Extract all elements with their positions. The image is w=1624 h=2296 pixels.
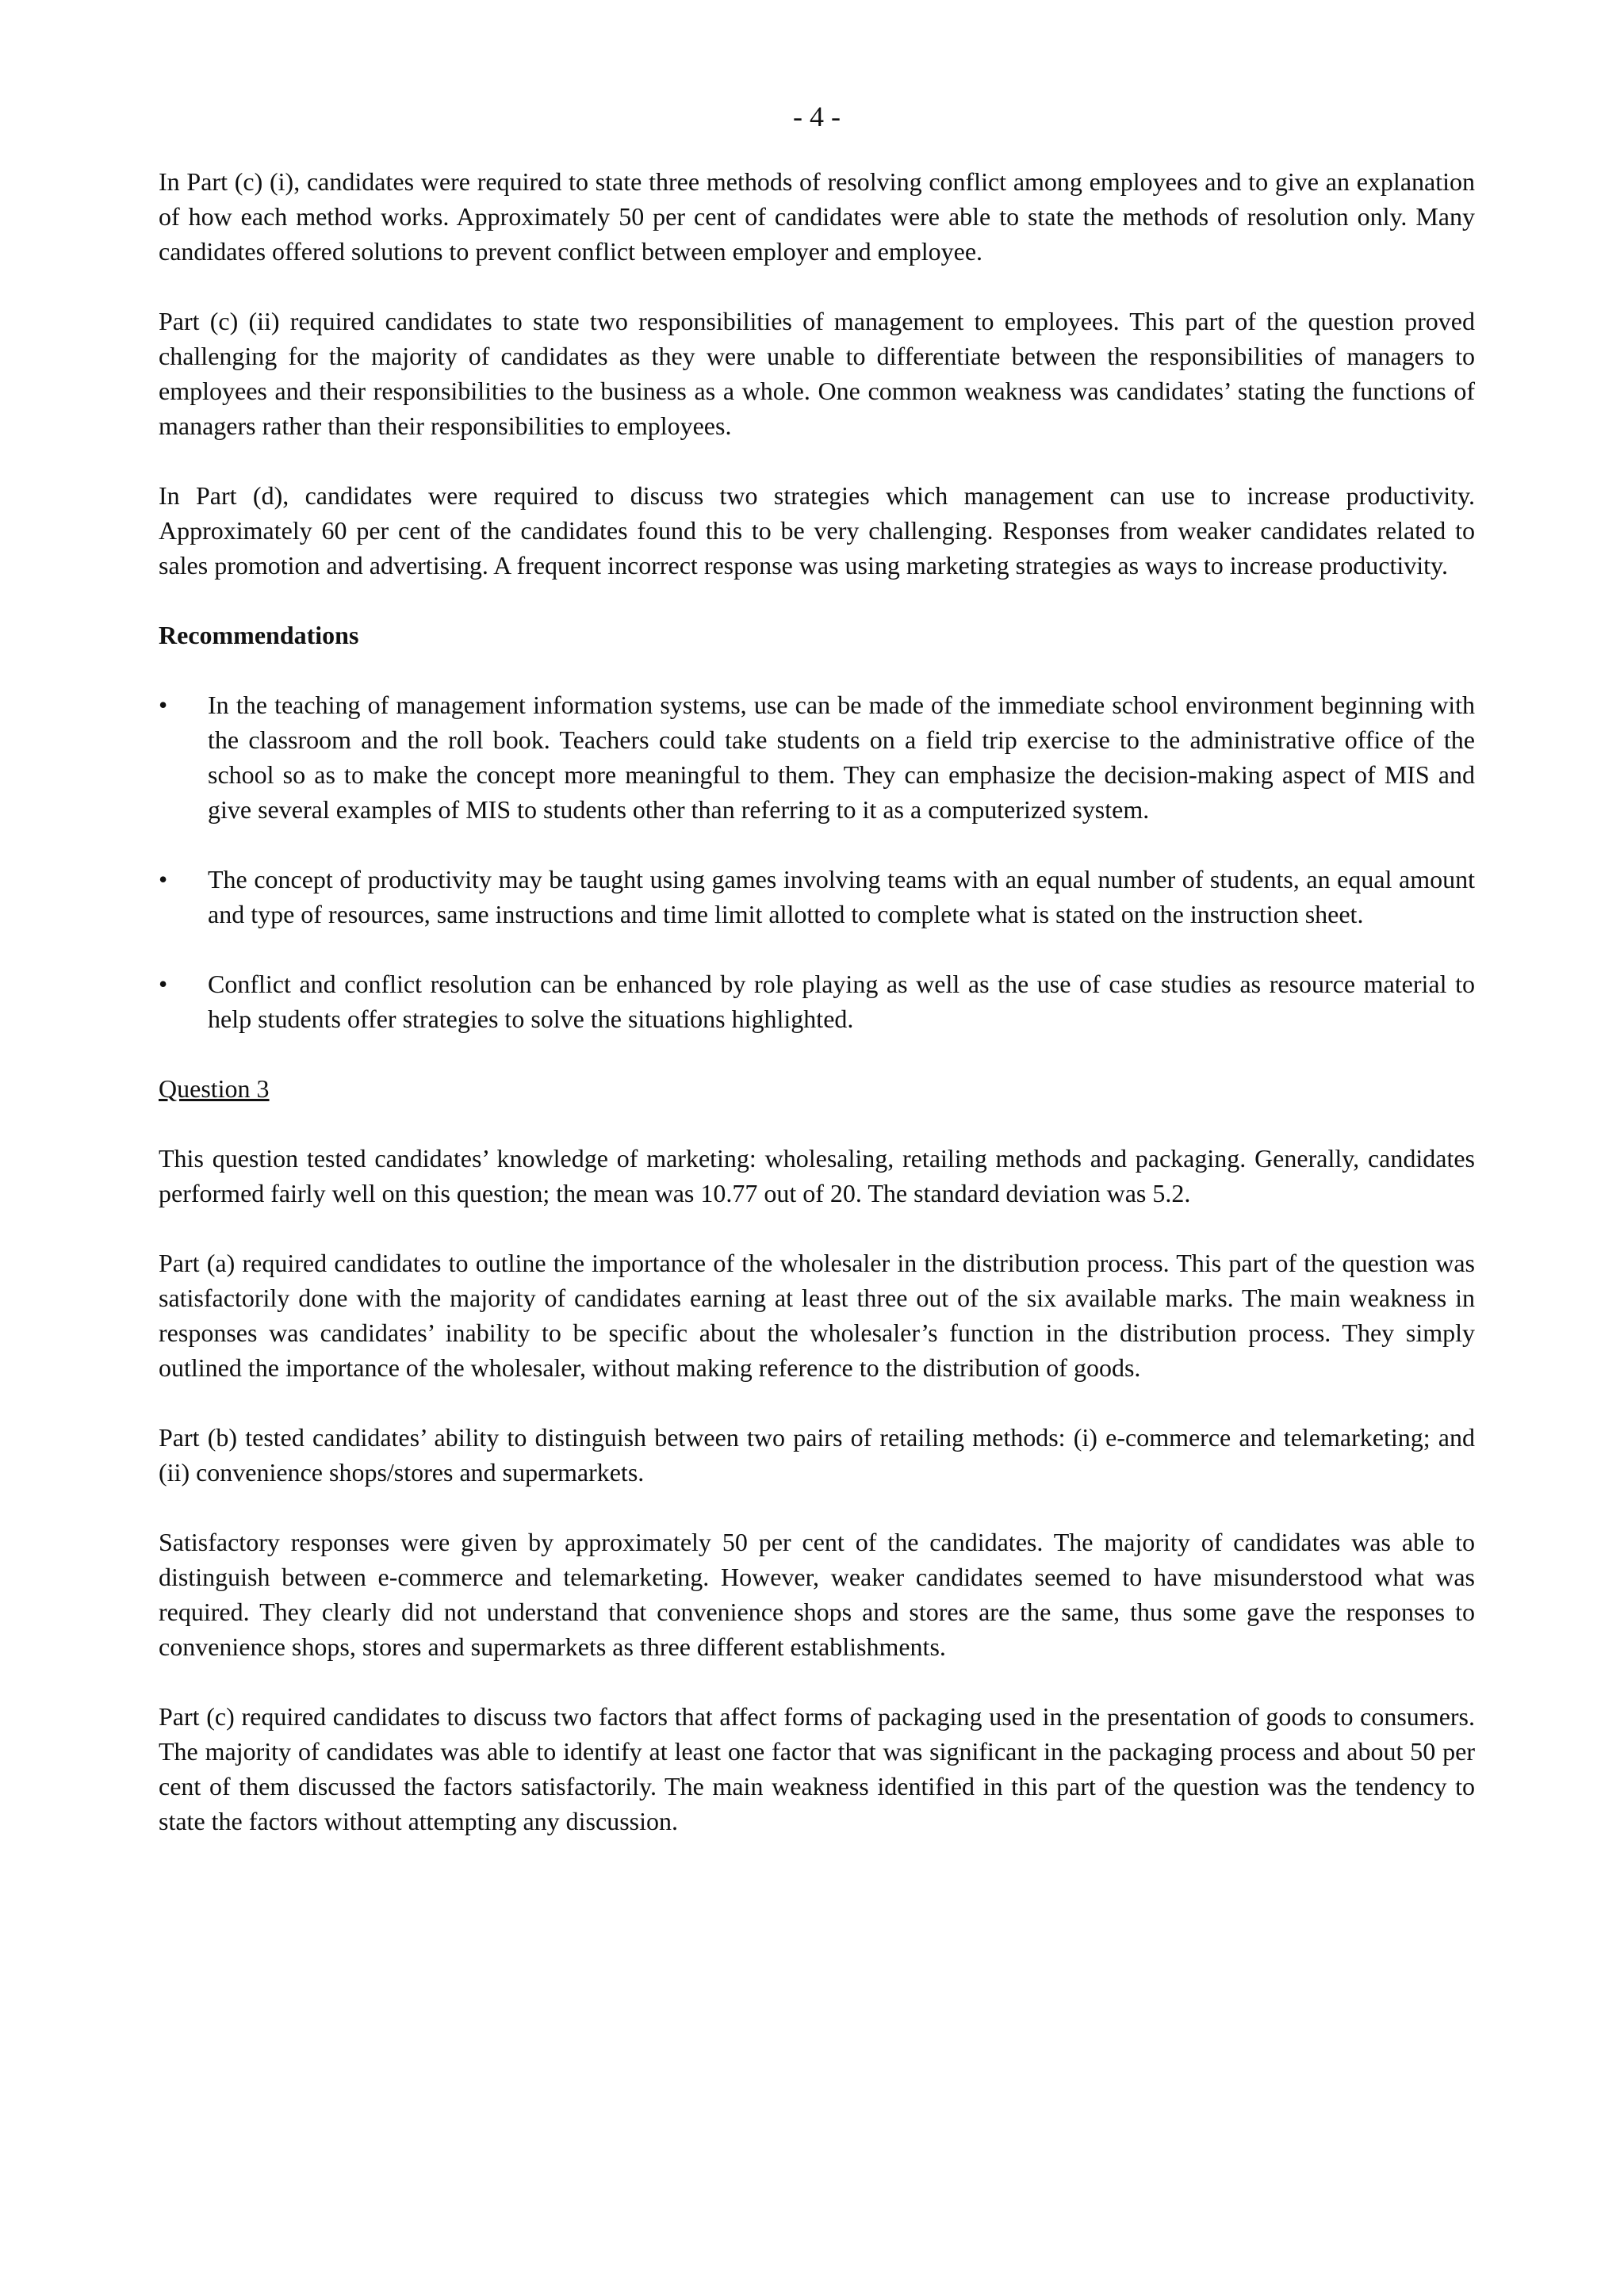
paragraph-part-b: Part (b) tested candidates’ ability to distinguish between two pairs of retailing methods: (i) e-commerce and telemarketing; and (ii) convenience shops/stores and supermarkets.	[159, 1423, 1475, 1487]
bullet-icon: •	[159, 865, 168, 894]
paragraph-part-a: Part (a) required candidates to outline the importance of the wholesaler in the distribution process. This part of the question was satisfactorily done with the majority of candidates earning at least three out of the six available marks. The main weakness in responses was candidates’ inability to be specific about the wholesaler’s function in the distribution process. They simply outlined the importance of the wholesaler, without making reference to the distribution of goods.	[159, 1249, 1475, 1382]
recommendation-item	[159, 966, 1475, 1036]
paragraph-part-c: Part (c) required candidates to discuss two factors that affect forms of packaging used in the presentation of goods to consumers. The majority of candidates was able to identify at least one factor that was significant in the packaging process and about 50 per cent of them discussed the factors satisfactorily. The main weakness identified in this part of the question was the tendency to state the factors without attempting any discussion.	[159, 1702, 1475, 1835]
recommendations-list	[159, 687, 1475, 1036]
paragraph-part-d: In Part (d), candidates were required to discuss two strategies which management can use to increase productivity. Approximately 60 per cent of the candidates found this to be very challenging. Responses from weaker candidates related to sales promotion and advertising. A frequent incorrect response was using marketing strategies as ways to increase productivity.	[159, 481, 1475, 580]
recommendation-item	[159, 862, 1475, 932]
recommendation-text: Conflict and conflict resolution can be enhanced by role playing as well as the use of case studies as resource material to help students offer strategies to solve the situations highlighted.	[208, 970, 1475, 1033]
paragraph-question-3-intro: This question tested candidates’ knowledge of marketing: wholesaling, retailing methods and packaging. Generally, candidates performed fairly well on this question; the mean was 10.77 out of 20. The standard deviation was 5.2.	[159, 1144, 1475, 1207]
bullet-icon: •	[159, 691, 168, 719]
paragraph-part-c-i: In Part (c) (i), candidates were required to state three methods of resolving conflict among employees and to give an explanation of how each method works. Approximately 50 per cent of candidates were able to state the methods of resolution only. Many candidates offered solutions to prevent conflict between employer and employee.	[159, 167, 1475, 266]
page-number: - 4 -	[793, 101, 841, 132]
recommendation-text: In the teaching of management information systems, use can be made of the immediate school environment beginning with the classroom and the roll book. Teachers could take students on a field trip exercise to the administrative office of the school so as to make the concept more meaningful to them. They can emphasize the decision-making aspect of MIS and give several examples of MIS to students other than referring to it as a computerized system.	[208, 691, 1475, 824]
recommendation-item	[159, 687, 1475, 827]
paragraph-satisfactory-responses: Satisfactory responses were given by approximately 50 per cent of the candidates. The majority of candidates was able to distinguish between e-commerce and telemarketing. However, weaker candidates seemed to have misunderstood what was required. They clearly did not understand that convenience shops and stores are the same, thus some gave the responses to convenience shops, stores and supermarkets as three different establishments.	[159, 1528, 1475, 1661]
bullet-icon: •	[159, 970, 168, 998]
paragraph-part-c-ii: Part (c) (ii) required candidates to state two responsibilities of management to employees. This part of the question proved challenging for the majority of candidates as they were unable to differentiate between the responsibilities of managers to employees and their responsibilities to the business as a whole. One common weakness was candidates’ stating the functions of managers rather than their responsibilities to employees.	[159, 307, 1475, 440]
question-3-heading: Question 3	[159, 1074, 270, 1103]
recommendations-heading: Recommendations	[159, 621, 359, 649]
recommendation-text: The concept of productivity may be taught using games involving teams with an equal number of students, an equal amount and type of resources, same instructions and time limit allotted to complete what is stated on the instruction sheet.	[208, 865, 1475, 928]
document-page	[159, 0, 1475, 1873]
